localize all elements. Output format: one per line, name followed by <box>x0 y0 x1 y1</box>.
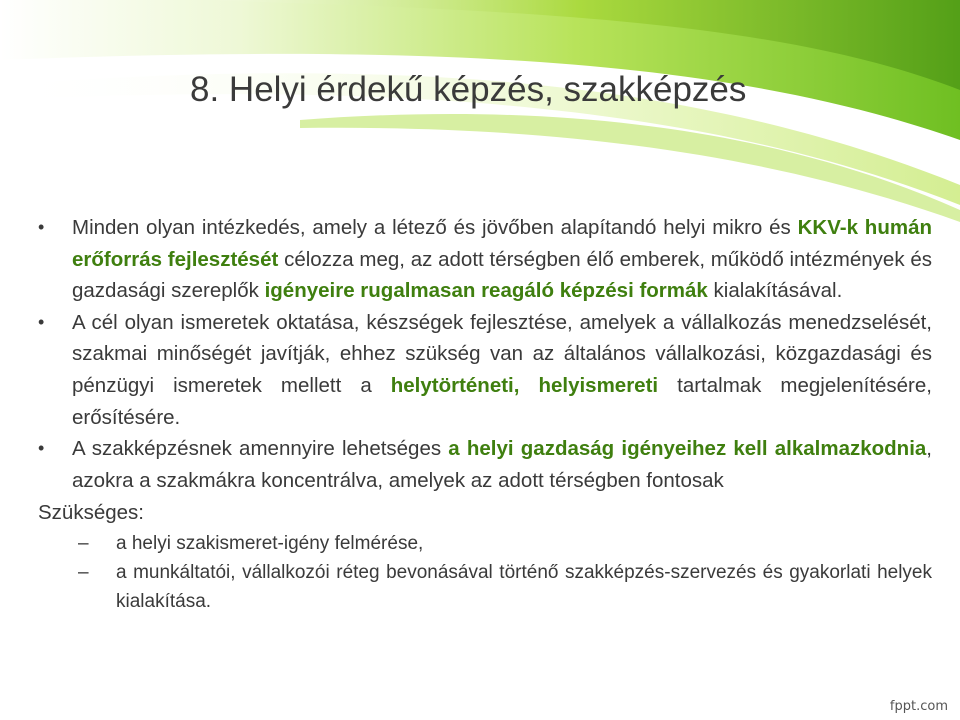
bullet-text: A cél olyan ismeretek oktatása, készségek fejlesztése, amelyek a vállalkozás menedzselését, szakmai minőségét javítják, ehhez szükség van az általános vállalkozási, közgazdasági és pénzügyi ismeretek mellett a <box>72 310 932 397</box>
bullet-text: , azokra a szakmákra koncentrálva, amelyek az adott térségben fontosak <box>72 437 932 492</box>
watermark: fppt.com <box>889 699 948 714</box>
sub-item-2 <box>38 558 932 616</box>
bullet-bold-text: KKV-k humán erőforrás fejlesztését <box>72 216 932 271</box>
bullet-dot-icon: • <box>38 311 45 332</box>
bullet-text: Minden olyan intézkedés, amely a létező és jövőben alapítandó helyi mikro és <box>72 216 798 239</box>
bullet-bold-text: helytörténeti, helyismereti <box>390 373 659 397</box>
sub-item-text: a helyi szakismeret-igény felmérése, <box>116 532 424 554</box>
slide-title: 8. Helyi érdekű képzés, szakképzés <box>190 70 747 109</box>
slide-body <box>38 212 932 616</box>
bullet-text: tartalmak megjelenítésére, erősítésére. <box>72 373 932 429</box>
bullet-item-1 <box>38 212 932 307</box>
bullet-text: kialakításával. <box>707 279 843 303</box>
bullet-item-2 <box>38 307 932 433</box>
bullet-item-3 <box>38 433 932 496</box>
bullet-text: A szakképzésnek amennyire lehetséges <box>72 437 449 461</box>
bullet-dot-icon: • <box>38 438 45 459</box>
dash-icon: – <box>78 532 89 554</box>
sub-item-1 <box>38 529 932 558</box>
section-heading: Szükséges: <box>38 501 144 525</box>
bullet-text: célozza meg, az adott térségben élő emberek, működő intézmények és gazdasági szereplők <box>72 247 933 303</box>
green-swoosh-decoration <box>0 0 960 230</box>
sub-item-text: a munkáltatói, vállalkozói réteg bevonásával történő szakképzés-szervezés és gyakorlati helyek kialakítása. <box>116 561 932 612</box>
bullet-bold-text: a helyi gazdaság igényeihez kell alkalmazkodnia <box>448 437 927 461</box>
dash-icon: – <box>78 561 89 583</box>
bullet-dot-icon: • <box>38 217 45 237</box>
bullet-bold-text: igényeire rugalmasan reagáló képzési formák <box>264 279 708 303</box>
